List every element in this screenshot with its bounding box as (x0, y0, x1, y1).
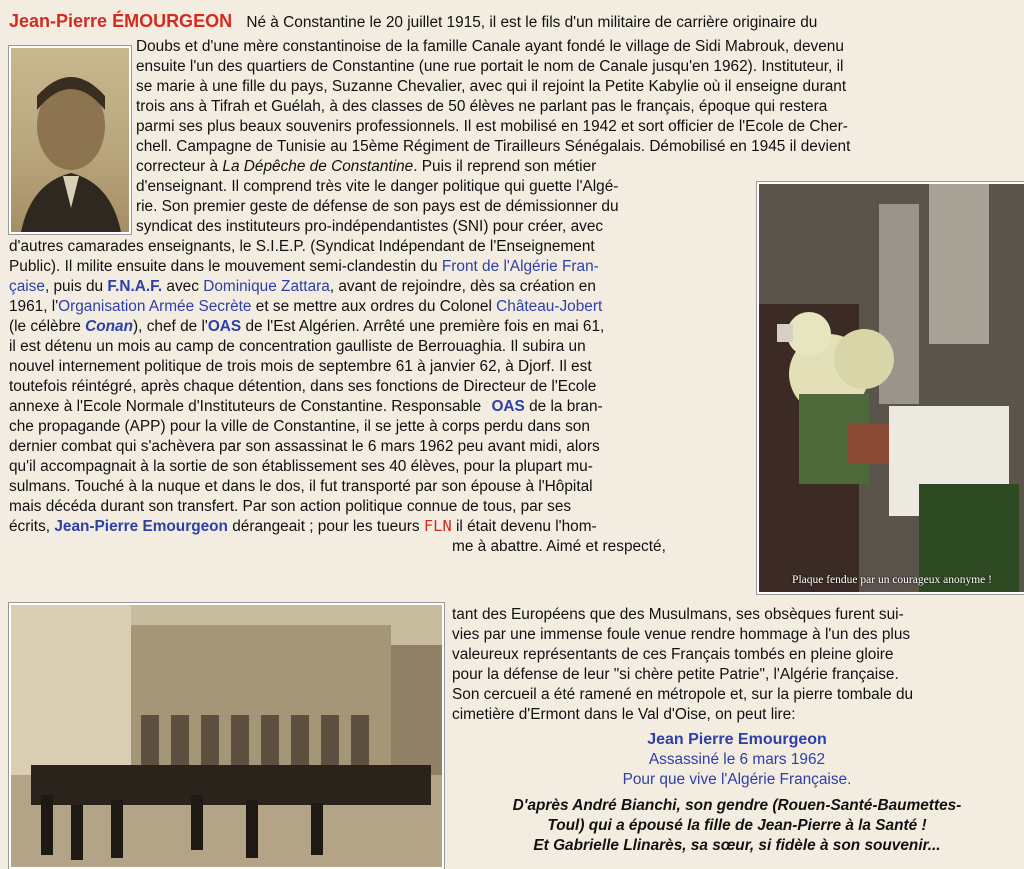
link-conan[interactable]: Conan (85, 318, 134, 335)
body-line-7: chell. Campagne de Tunisie au 15ème Régiment de Tirailleurs Sénégalais. Démobilisé en 1945 il devient (136, 138, 851, 155)
body-line-12: d'autres camarades enseignants, le S.I.E.P. (Syndicat Indépendant de l'Enseignement (9, 238, 595, 255)
grave-photo (757, 182, 1024, 594)
text: avec (162, 278, 204, 295)
fln-handwritten: FLN (423, 517, 452, 535)
epitaph-date: Assassiné le 6 mars 1962 (648, 751, 826, 768)
text: annexe à l'Ecole Normale d'Instituteurs de Constantine. Responsable (9, 398, 482, 415)
text: et se mettre aux ordres du Colonel (251, 298, 497, 315)
body-line-13 (9, 257, 599, 276)
credit-1: D'après André Bianchi, son gendre (Rouen-Santé-Baumettes- (512, 797, 962, 814)
text: ), chef de l' (133, 318, 208, 335)
body-line-22: dernier combat qui s'achèvera par son assassinat le 6 mars 1962 peu avant midi, alors (9, 438, 600, 455)
body-line-8 (136, 157, 596, 176)
body-line-2: Doubs et d'une mère constantinoise de la famille Canale ayant fondé le village de Sidi Mabrouk, devenu (136, 38, 844, 55)
text: correcteur à (136, 158, 223, 175)
epitaph-slogan: Pour que vive l'Algérie Française. (622, 771, 852, 788)
link-oas[interactable]: OAS (207, 318, 242, 335)
link-fnaf[interactable]: F.N.A.F. (107, 278, 163, 295)
text: il était devenu l'hom- (451, 518, 597, 535)
link-chateau-jobert[interactable]: Château-Jobert (496, 298, 603, 315)
portrait-image (11, 48, 129, 232)
body-line-15 (9, 297, 602, 316)
link-fronte-algerie-cont[interactable]: çaise (9, 278, 45, 295)
epitaph-name: Jean Pierre Emourgeon (647, 731, 827, 748)
body-line-33: cimetière d'Ermont dans le Val d'Oise, on peut lire: (452, 706, 796, 723)
funeral-image (11, 605, 442, 867)
body-line-30: valeureux représentants de ces Français tombés en pleine gloire (452, 646, 894, 663)
credit-2: Toul) qui a épousé la fille de Jean-Pierre à la Santé ! (547, 817, 927, 834)
text: (le célèbre (9, 318, 86, 335)
body-line-21: che propagande (APP) pour la ville de Constantine, il se jette à corps perdu dans son (9, 418, 590, 435)
text: dérangeait ; pour les tueurs (227, 518, 424, 535)
body-line-20 (9, 397, 603, 416)
body-line-27: me à abattre. Aimé et respecté, (452, 538, 666, 555)
body-line-29: vies par une immense foule venue rendre hommage à l'un des plus (452, 626, 911, 643)
article-title-firstname: Jean-Pierre (9, 11, 113, 31)
link-emourgeon[interactable]: Jean-Pierre Emourgeon (54, 518, 228, 535)
body-line-23: qu'il accompagnait à la sortie de son établissement ses 40 élèves, pour la plupart mu- (9, 458, 593, 475)
body-line-9: d'enseignant. Il comprend très vite le danger politique qui guette l'Algé- (136, 178, 619, 195)
text: Public). Il milite ensuite dans le mouvement semi-clandestin du (9, 258, 442, 275)
text: . Puis il reprend son métier (413, 158, 597, 175)
text: , puis du (44, 278, 108, 295)
article-title-lastname: ÉMOURGEON (112, 11, 233, 31)
article-intro-line (9, 12, 817, 32)
newspaper-title: La Dépêche de Constantine (222, 158, 414, 175)
text: écrits, (9, 518, 55, 535)
body-line-31: pour la défense de leur "si chère petite Patrie", l'Algérie française. (452, 666, 899, 683)
body-line-18: nouvel internement politique de trois mois de septembre 61 à janvier 62, à Djorf. Il est (9, 358, 592, 375)
text: 1961, l' (9, 298, 59, 315)
body-line-11: syndicat des instituteurs pro-indépendantistes (SNI) pour créer, avec (136, 218, 604, 235)
body-line-32: Son cercueil a été ramené en métropole et, sur la pierre tombale du (452, 686, 914, 703)
grave-image (759, 184, 1024, 592)
link-fronte-algerie[interactable]: Front de l'Algérie Fran- (441, 258, 599, 275)
link-zattara[interactable]: Dominique Zattara (203, 278, 330, 295)
text: de la bran- (524, 398, 603, 415)
funeral-street-photo (9, 603, 444, 869)
body-line-6: parmi ses plus beaux souvenirs professionnels. Il est mobilisé en 1942 et sort officier de l'Ecole de Cher- (136, 118, 848, 135)
grave-caption: Plaque fendue par un courageux anonyme ! (792, 574, 992, 586)
body-line-3: ensuite l'un des quartiers de Constantine (une rue portait le nom de Canale jusqu'en 1962). Instituteur, il (136, 58, 844, 75)
text: de l'Est Algérien. Arrêté une première fois en mai 61, (241, 318, 605, 335)
link-oas-full[interactable]: Organisation Armée Secrète (58, 298, 252, 315)
body-line-16 (9, 317, 604, 336)
intro-text: Né à Constantine le 20 juillet 1915, il est le fils d'un militaire de carrière originaire du (246, 14, 818, 31)
body-line-28: tant des Européens que des Musulmans, ses obsèques furent sui- (452, 606, 904, 623)
credit-3: Et Gabrielle Llinarès, sa sœur, si fidèle à son souvenir... (533, 837, 941, 854)
body-line-4: se marie à une fille du pays, Suzanne Chevalier, avec qui il rejoint la Petite Kabylie où il enseigne durant (136, 78, 847, 95)
body-line-17: il est détenu un mois au camp de concentration gaulliste de Berrouaghia. Il subira un (9, 338, 586, 355)
body-line-19: toutefois réintégré, après chaque détention, dans ses fonctions de Directeur de l'Ecole (9, 378, 597, 395)
body-line-26 (9, 517, 597, 536)
body-line-24: sulmans. Touché à la nuque et dans le dos, il fut transporté par son épouse à l'Hôpital (9, 478, 593, 495)
text: , avant de rejoindre, dès sa création en (329, 278, 596, 295)
body-line-10: rie. Son premier geste de défense de son pays est de démissionner du (136, 198, 619, 215)
body-line-25: mais décéda durant son transfert. Par son action politique connue de tous, par ses (9, 498, 572, 515)
portrait-photo (9, 46, 131, 234)
body-line-5: trois ans à Tifrah et Guélah, à des classes de 50 élèves ne parlant pas le français, époque qui restera (136, 98, 828, 115)
body-line-14 (9, 277, 596, 296)
link-oas-2[interactable]: OAS (491, 398, 525, 415)
